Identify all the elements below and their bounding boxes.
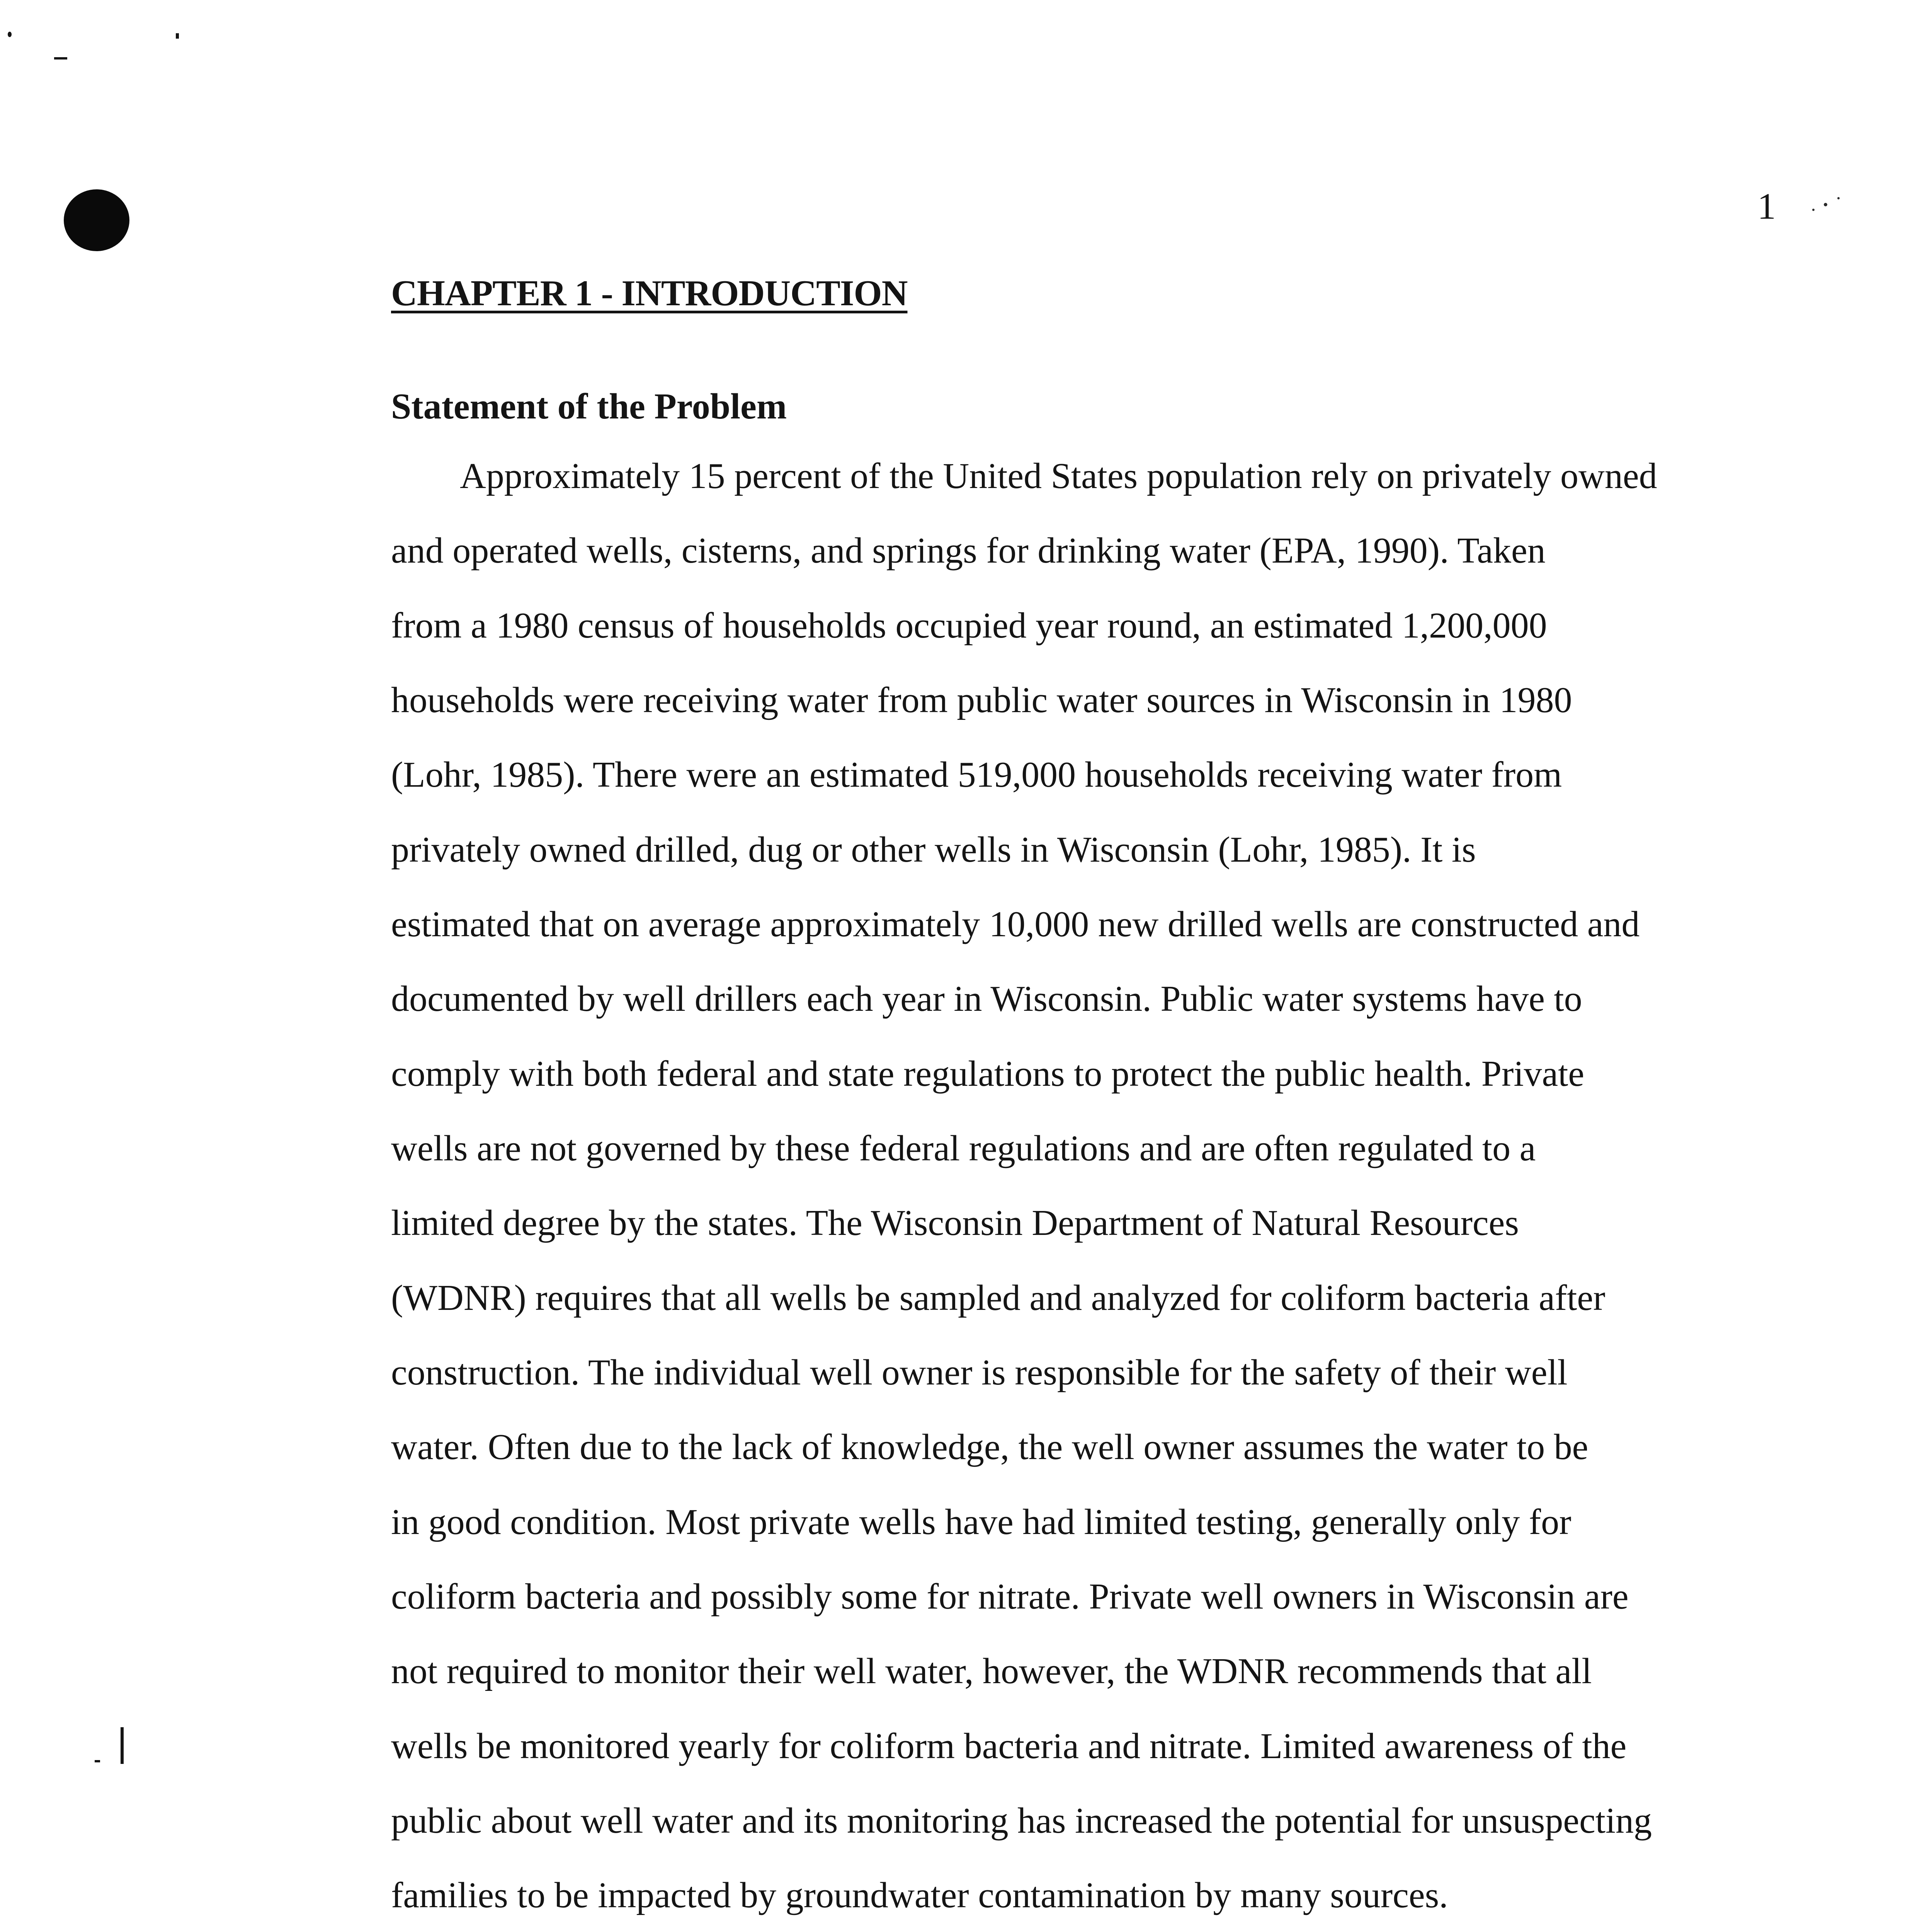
scan-mark-mid-bar [121, 1727, 124, 1764]
body-line: Approximately 15 percent of the United States population rely on privately owned [460, 456, 1657, 496]
body-line: (Lohr, 1985). There were an estimated 519,000 households receiving water from [391, 755, 1562, 795]
body-line: and operated wells, cisterns, and springs for drinking water (EPA, 1990). Taken [391, 531, 1546, 571]
body-line: not required to monitor their well water, however, the WDNR recommends that all [391, 1651, 1592, 1691]
body-line: documented by well drillers each year in Wisconsin. Public water systems have to [391, 979, 1582, 1019]
scan-mark-top-tick [176, 33, 179, 39]
body-line: estimated that on average approximately 10,000 new drilled wells are constructed and [391, 904, 1640, 944]
body-line: from a 1980 census of households occupied year round, an estimated 1,200,000 [391, 605, 1547, 646]
body-line: limited degree by the states. The Wisconsin Department of Natural Resources [391, 1203, 1519, 1243]
body-line: wells are not governed by these federal regulations and are often regulated to a [391, 1128, 1536, 1168]
scan-mark-top-left [8, 32, 12, 37]
body-line: coliform bacteria and possibly some for nitrate. Private well owners in Wisconsin are [391, 1577, 1629, 1617]
section-heading: Statement of the Problem [391, 386, 787, 427]
body-line: in good condition. Most private wells have had limited testing, generally only for [391, 1502, 1571, 1542]
body-line: wells be monitored yearly for coliform bacteria and nitrate. Limited awareness of the [391, 1726, 1627, 1766]
scan-mark-mid-dot [95, 1760, 100, 1762]
body-line: families to be impacted by groundwater contamination by many sources. [391, 1875, 1448, 1915]
scan-mark-top-left-dash [54, 57, 67, 60]
page-number: 1 [1757, 185, 1776, 227]
body-line: (WDNR) requires that all wells be sampled and analyzed for coliform bacteria after [391, 1278, 1605, 1318]
punch-hole-top [64, 189, 129, 251]
body-line: privately owned drilled, dug or other wells in Wisconsin (Lohr, 1985). It is [391, 830, 1476, 870]
body-line: public about well water and its monitoring has increased the potential for unsuspecting [391, 1801, 1652, 1841]
body-line: households were receiving water from public water sources in Wisconsin in 1980 [391, 680, 1572, 720]
body-line: construction. The individual well owner is responsible for the safety of their well [391, 1352, 1568, 1393]
chapter-title: CHAPTER 1 - INTRODUCTION [391, 273, 908, 313]
body-line: water. Often due to the lack of knowledge, the well owner assumes the water to be [391, 1427, 1588, 1467]
body-line: comply with both federal and state regulations to protect the public health. Private [391, 1054, 1585, 1094]
